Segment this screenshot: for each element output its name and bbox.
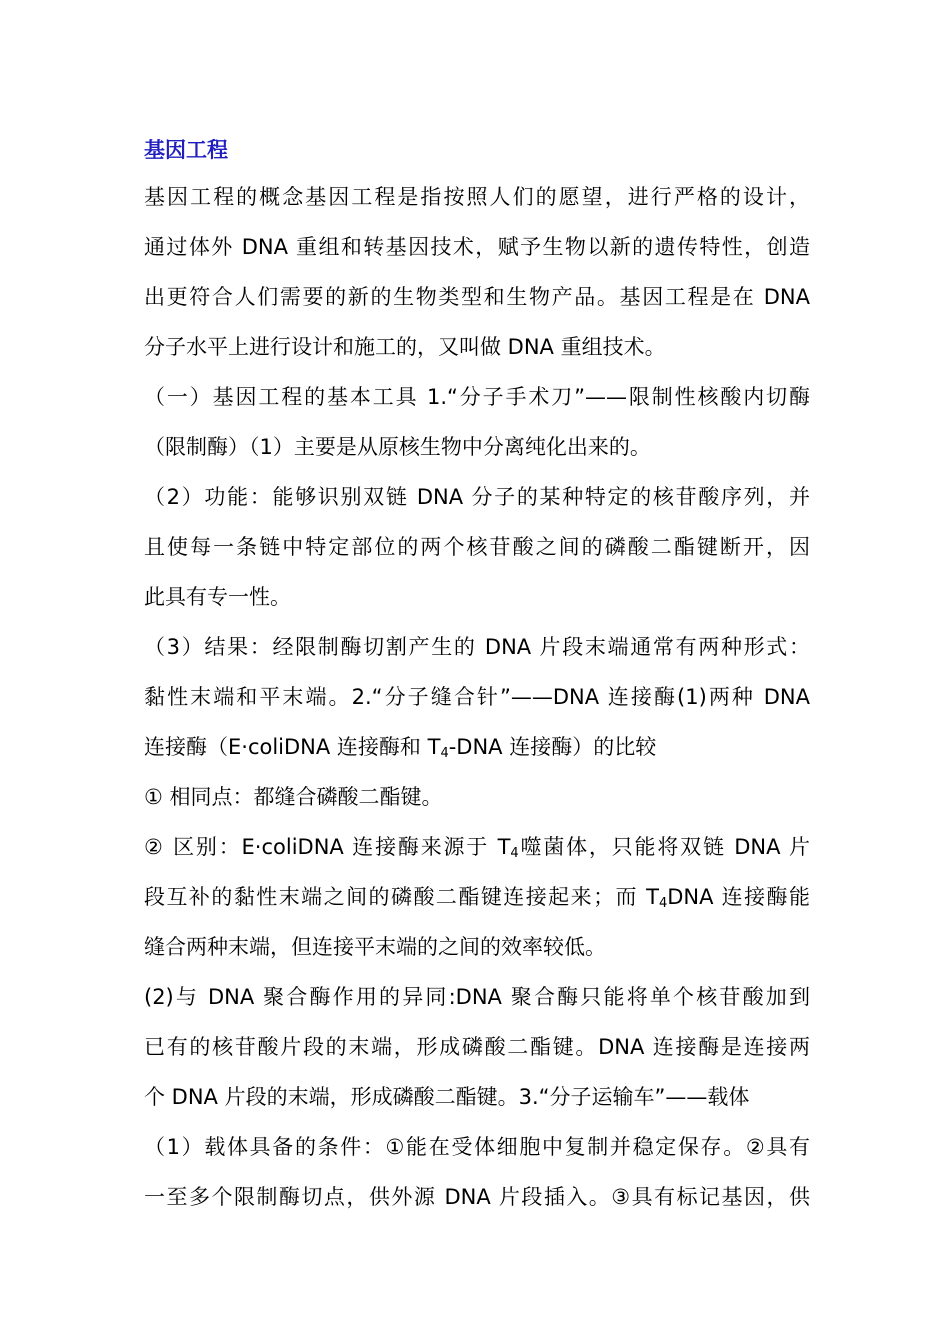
text-line: 缝合两种末端，但连接平末端的之间的效率较低。 [144,935,606,959]
text-line: 出更符合人们需要的新的生物类型和生物产品。基因工程是在 DNA [144,285,810,309]
text-segment: 噬菌体，只能将双链 DNA 片 [518,835,810,859]
text-line: 个 DNA 片段的末端，形成磷酸二酯键。3.“分子运输车”——载体 [144,1085,750,1109]
text-line: 已有的核苷酸片段的末端，形成磷酸二酯键。DNA 连接酶是连接两 [144,1035,810,1059]
text-line: 黏性末端和平末端。2.“分子缝合针”——DNA 连接酶(1)两种 DNA [144,685,810,709]
text-line: 一至多个限制酶切点，供外源 DNA 片段插入。③具有标记基因，供 [144,1185,810,1209]
subscript: 4 [658,896,668,911]
text-line: 分子水平上进行设计和施工的，又叫做 DNA 重组技术。 [144,335,666,359]
text-segment: -DNA 连接酶）的比较 [448,735,657,759]
text-line: （限制酶）（1）主要是从原核生物中分离纯化出来的。 [144,435,651,459]
text-line: （一）基因工程的基本工具 1.“分子手术刀”——限制性核酸内切酶 [144,385,810,409]
text-line [144,872,810,922]
text-line [144,722,810,772]
text-line: (2)与 DNA 聚合酶作用的异同:DNA 聚合酶只能将单个核苷酸加到 [144,985,810,1009]
subscript: 4 [510,846,519,861]
document-page [144,128,810,1222]
text-segment: ② 区别：E·coliDNA 连接酶来源于 T [144,835,511,859]
text-line: 此具有专一性。 [144,585,291,609]
document-body [144,172,810,1222]
text-line: 且使每一条链中特定部位的两个核苷酸之间的磷酸二酯键断开，因 [144,535,810,559]
text-segment: DNA 连接酶能 [667,885,810,909]
section-heading: 基因工程 [144,138,228,162]
text-line: 通过体外 DNA 重组和转基因技术，赋予生物以新的遗传特性，创造 [144,235,810,259]
text-line: （1）载体具备的条件：①能在受体细胞中复制并稳定保存。②具有 [144,1135,810,1159]
text-segment: 段互补的黏性末端之间的磷酸二酯键连接起来；而 T [144,885,659,909]
text-line [144,822,810,872]
subscript: 4 [440,746,449,761]
text-line: （3）结果：经限制酶切割产生的 DNA 片段末端通常有两种形式： [144,635,810,659]
text-line: （2）功能：能够识别双链 DNA 分子的某种特定的核苷酸序列，并 [144,485,810,509]
text-segment: 连接酶（E·coliDNA 连接酶和 T [144,735,441,759]
text-line: 基因工程的概念基因工程是指按照人们的愿望，进行严格的设计， [144,185,810,209]
text-line: ① 相同点：都缝合磷酸二酯键。 [144,785,443,809]
